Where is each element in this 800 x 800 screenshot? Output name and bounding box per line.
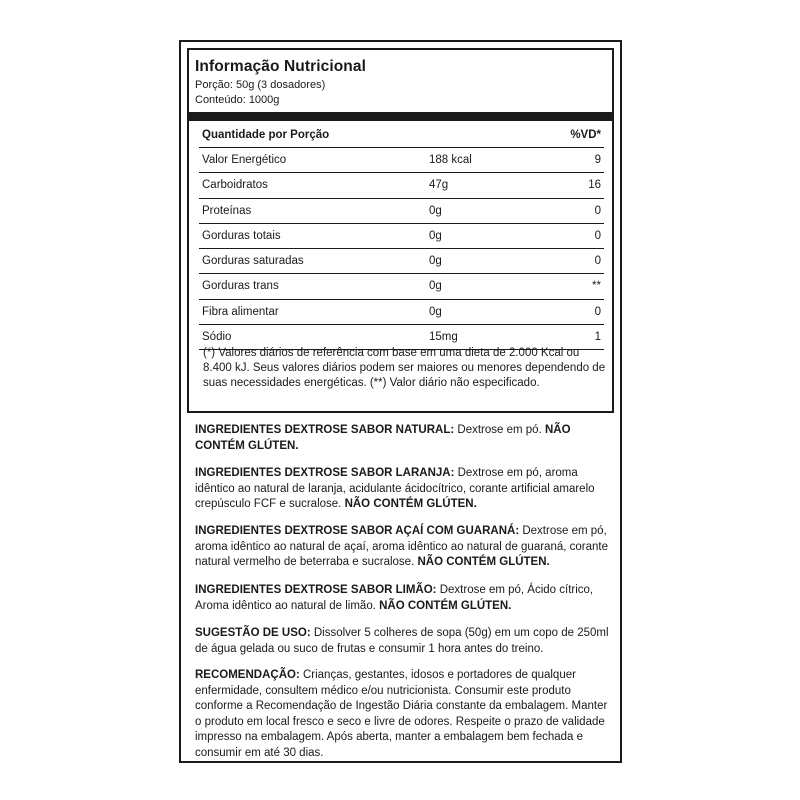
section-heading: INGREDIENTES DEXTROSE SABOR LIMÃO: <box>195 584 437 596</box>
ingredients-limao <box>195 583 613 614</box>
nutrient-vd: 1 <box>594 331 601 344</box>
section-text: Dextrose em pó, Ácido cítrico, Aroma idêntico ao natural de limão. <box>195 584 594 612</box>
nutrient-vd: 16 <box>588 179 601 192</box>
ingredients-acai-guarana <box>195 524 613 571</box>
thick-divider <box>189 112 612 121</box>
ingredients-laranja <box>195 466 613 513</box>
section-text: Dextrose em pó. <box>454 424 545 436</box>
nutrient-vd: 9 <box>594 154 601 166</box>
nutrient-vd: 0 <box>594 204 601 217</box>
nutrient-vd: ** <box>592 280 601 293</box>
nutrient-amount: 0g <box>429 204 442 217</box>
table-row <box>199 300 604 325</box>
nutrient-amount: 0g <box>429 255 442 268</box>
gluten-notice: NÃO CONTÉM GLÚTEN. <box>195 424 571 452</box>
recommendation <box>195 668 613 761</box>
nutrition-title: Informação Nutricional <box>195 58 367 75</box>
nutrient-name: Carboidratos <box>202 179 268 192</box>
nutrient-vd: 0 <box>594 305 601 318</box>
table-row <box>199 173 604 198</box>
section-text: Crianças, gestantes, idosos e portadores de qualquer enfermidade, consultem médico e/ou nutricionista. Consumir este produto conforme a Recomendação de Ingestão Diária constante da embalagem. Manter o produto em local fresco e seco e livre de odores. Respeite o prazo de validade impresso na embalagem. Após aberta, manter a embalagem bem fechada e consumir em até 30 dias. <box>195 669 608 759</box>
nutrient-name: Proteínas <box>202 204 252 217</box>
nutrient-amount: 0g <box>429 229 442 242</box>
section-heading: INGREDIENTES DEXTROSE SABOR NATURAL: <box>195 424 455 436</box>
table-row <box>199 224 604 249</box>
section-heading: SUGESTÃO DE USO: <box>195 627 311 639</box>
content-text: Conteúdo: 1000g <box>195 94 280 106</box>
table-row <box>199 148 604 173</box>
section-heading: INGREDIENTES DEXTROSE SABOR LARANJA: <box>195 467 455 479</box>
header-vd: %VD* <box>570 129 601 141</box>
nutrient-name: Gorduras trans <box>202 280 279 293</box>
section-text: Dextrose em pó, aroma idêntico ao natural de açaí, aroma idêntico ao natural de guaraná, corante natural vermelho de beterraba e sucralose. <box>195 525 608 568</box>
section-text: Dissolver 5 colheres de sopa (50g) em um copo de 250ml de água gelada ou suco de frutas e consumir 1 hora antes do treino. <box>195 627 609 655</box>
nutrient-vd: 0 <box>594 255 601 268</box>
table-row <box>199 199 604 224</box>
nutrient-name: Gorduras saturadas <box>202 255 304 268</box>
nutrient-vd: 0 <box>594 229 601 242</box>
nutrient-amount: 0g <box>429 280 442 293</box>
gluten-notice: NÃO CONTÉM GLÚTEN. <box>417 556 550 568</box>
product-label-panel <box>179 40 622 763</box>
nutrient-amount: 188 kcal <box>429 154 472 166</box>
gluten-notice: NÃO CONTÉM GLÚTEN. <box>344 498 477 510</box>
header-quantity: Quantidade por Porção <box>202 129 330 141</box>
ingredients-natural <box>195 423 613 454</box>
nutrient-amount: 0g <box>429 305 442 318</box>
daily-values-footnote: (*) Valores diários de referência com base em uma dieta de 2.000 Kcal ou 8.400 kJ. Seus valores diários podem ser maiores ou menores dependendo de suas necessidades energéticas. (**) Valor diário não especificado. <box>203 347 606 389</box>
nutrition-facts-box <box>187 48 614 413</box>
nutrient-name: Fibra alimentar <box>202 305 279 318</box>
usage-suggestion <box>195 626 613 657</box>
table-row <box>199 249 604 274</box>
nutrient-name: Sódio <box>202 331 232 344</box>
section-text: Dextrose em pó, aroma idêntico ao natural de laranja, acidulante ácidocítrico, corante artificial amarelo crepúsculo FCF e sucralose. <box>195 467 595 510</box>
portion-text: Porção: 50g (3 dosadores) <box>195 79 326 91</box>
table-row <box>199 274 604 299</box>
section-heading: INGREDIENTES DEXTROSE SABOR AÇAÍ COM GUARANÁ: <box>195 525 520 537</box>
section-heading: RECOMENDAÇÃO: <box>195 669 300 681</box>
nutrition-table <box>199 121 604 350</box>
nutrient-name: Valor Energético <box>202 154 287 166</box>
nutrient-name: Gorduras totais <box>202 229 281 242</box>
table-header-row <box>199 121 604 148</box>
gluten-notice: NÃO CONTÉM GLÚTEN. <box>379 599 512 612</box>
nutrient-amount: 15mg <box>429 331 458 344</box>
nutrient-amount: 47g <box>429 179 449 192</box>
